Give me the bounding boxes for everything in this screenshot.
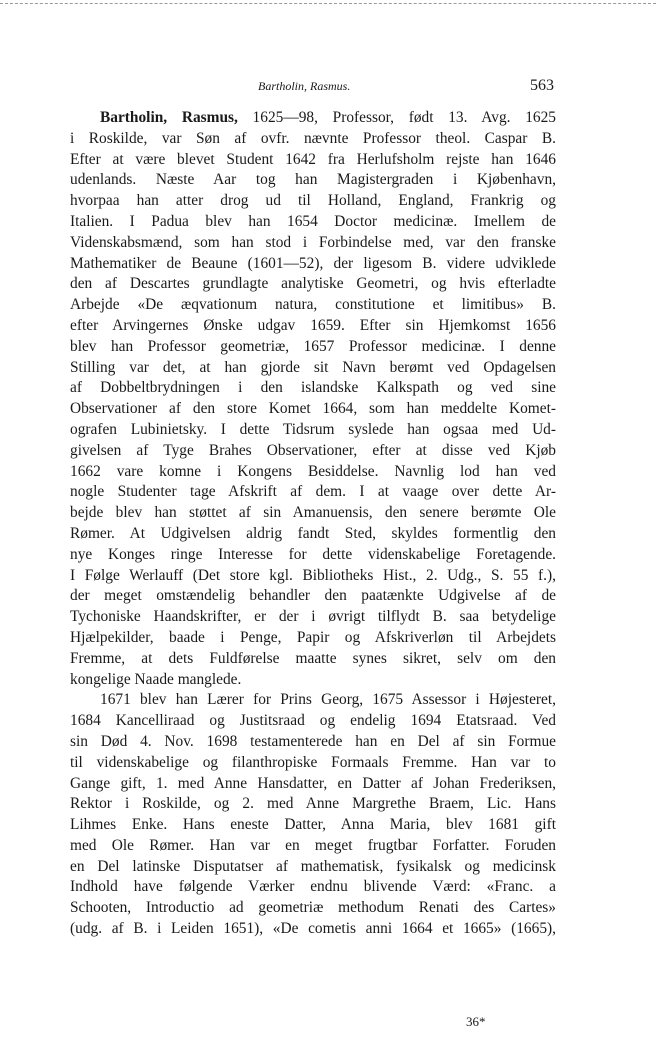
text-line: i Roskilde, var Søn af ovfr. nævnte Professor theol. Caspar B.: [70, 129, 556, 147]
text-line: en Del latinske Disputatser af mathematisk, fysikalsk og medicinsk: [70, 857, 556, 875]
text-line: Mathematiker de Beaune (1601—52), der ligesom B. videre udviklede: [70, 254, 556, 272]
headword: Bartholin, Rasmus,: [100, 109, 238, 126]
text-line: den af Descartes grundlagte analytiske Geometri, og hvis efterladte: [70, 275, 556, 293]
text-line: Gange gift, 1. med Anne Hansdatter, en Datter af Johan Frederiksen,: [70, 774, 556, 792]
text-line: ografen Lubinietsky. I dette Tidsrum syslede han ogsaa med Ud-: [70, 420, 556, 438]
text-line: Rektor i Roskilde, og 2. med Anne Margrethe Braem, Lic. Hans: [70, 795, 556, 813]
text-line: 1662 vare komne i Kongens Besiddelse. Navnlig lod han ved: [70, 462, 556, 480]
text-line: af Dobbeltbrydningen i den islandske Kalkspath og ved sine: [70, 379, 556, 397]
text-line: (udg. af B. i Leiden 1651), «De cometis anni 1664 et 1665» (1665),: [70, 920, 556, 938]
text-line: Stilling var det, at han gjorde sit Navn berømt ved Opdagelsen: [70, 358, 556, 376]
text-line: Schooten, Introductio ad geometriæ methodum Renati des Cartes»: [70, 899, 556, 917]
text-line: Rømer. At Udgivelsen aldrig fandt Sted, skyldes formentlig den: [70, 524, 556, 542]
text-line: nye Konges ringe Interesse for dette videnskabelige Foretagende.: [70, 545, 556, 563]
text-line: Videnskabsmænd, som han stod i Forbindelse med, var den franske: [70, 233, 556, 251]
text-line: efter Arvingernes Ønske udgav 1659. Efter sin Hjemkomst 1656: [70, 316, 556, 334]
text-line: med Ole Rømer. Han var en meget frugtbar Forfatter. Foruden: [70, 836, 556, 854]
text-line: bejde blev han støttet af sin Amanuensis, den senere berømte Ole: [70, 504, 556, 522]
signature-mark: 36*: [466, 1014, 486, 1029]
text-line: Bartholin, Rasmus, 1625—98, Professor, født 13. Avg. 1625: [100, 109, 556, 126]
text-line: Lihmes Enke. Hans eneste Datter, Anna Maria, blev 1681 gift: [70, 816, 556, 834]
text-line: Efter at være blevet Student 1642 fra Herlufsholm rejste han 1646: [70, 150, 556, 168]
text-line: Indhold have følgende Værker endnu blivende Værd: «Franc. a: [70, 878, 556, 896]
text-line: Tychoniske Haandskrifter, er der i øvrigt tilflydt B. saa betydelige: [70, 608, 556, 626]
text-line: blev han Professor geometriæ, 1657 Professor medicinæ. I denne: [70, 337, 556, 355]
running-head: Bartholin, Rasmus.: [258, 79, 351, 93]
text-line: givelsen af Tyge Brahes Observationer, efter at disse ved Kjøb: [70, 441, 556, 459]
text-line: til videnskabelige og filanthropiske Formaals Fremme. Han var to: [70, 753, 556, 771]
text-line: der meget omstændelig behandler den paatænkte Udgivelse af de: [70, 587, 556, 605]
text-line: Fremme, at dets Fuldførelse maatte synes sikret, selv om den: [70, 649, 556, 667]
text-line: kongelige Naade manglede.: [70, 670, 242, 688]
text-line: udenlands. Næste Aar tog han Magistergraden i Kjøbenhavn,: [70, 171, 556, 189]
text-line: Observationer af den store Komet 1664, som han meddelte Komet-: [70, 400, 556, 418]
text-line: I Følge Werlauff (Det store kgl. Bibliotheks Hist., 2. Udg., S. 55 f.),: [70, 566, 556, 584]
top-border-rule: [0, 3, 656, 4]
entry-body: [70, 108, 556, 940]
text-line: sin Død 4. Nov. 1698 testamenterede han en Del af sin Formue: [70, 732, 556, 750]
text-line: nogle Studenter tage Afskrift af dem. I at vaage over dette Ar-: [70, 483, 556, 501]
text-line: Arbejde «De æqvationum natura, constitutione et limitibus» B.: [70, 296, 556, 314]
text-line: Hjælpekilder, baade i Penge, Papir og Afskriverløn til Arbejdets: [70, 628, 556, 646]
text-line: 1671 blev han Lærer for Prins Georg, 1675 Assessor i Højesteret,: [100, 691, 556, 709]
text-line: hvorpaa han atter drog ud til Holland, England, Frankrig og: [70, 192, 556, 210]
text-line: Italien. I Padua blev han 1654 Doctor medicinæ. Imellem de: [70, 212, 556, 230]
page-number: 563: [530, 77, 554, 94]
text-line: 1684 Kancelliraad og Justitsraad og endelig 1694 Etatsraad. Ved: [70, 712, 556, 730]
